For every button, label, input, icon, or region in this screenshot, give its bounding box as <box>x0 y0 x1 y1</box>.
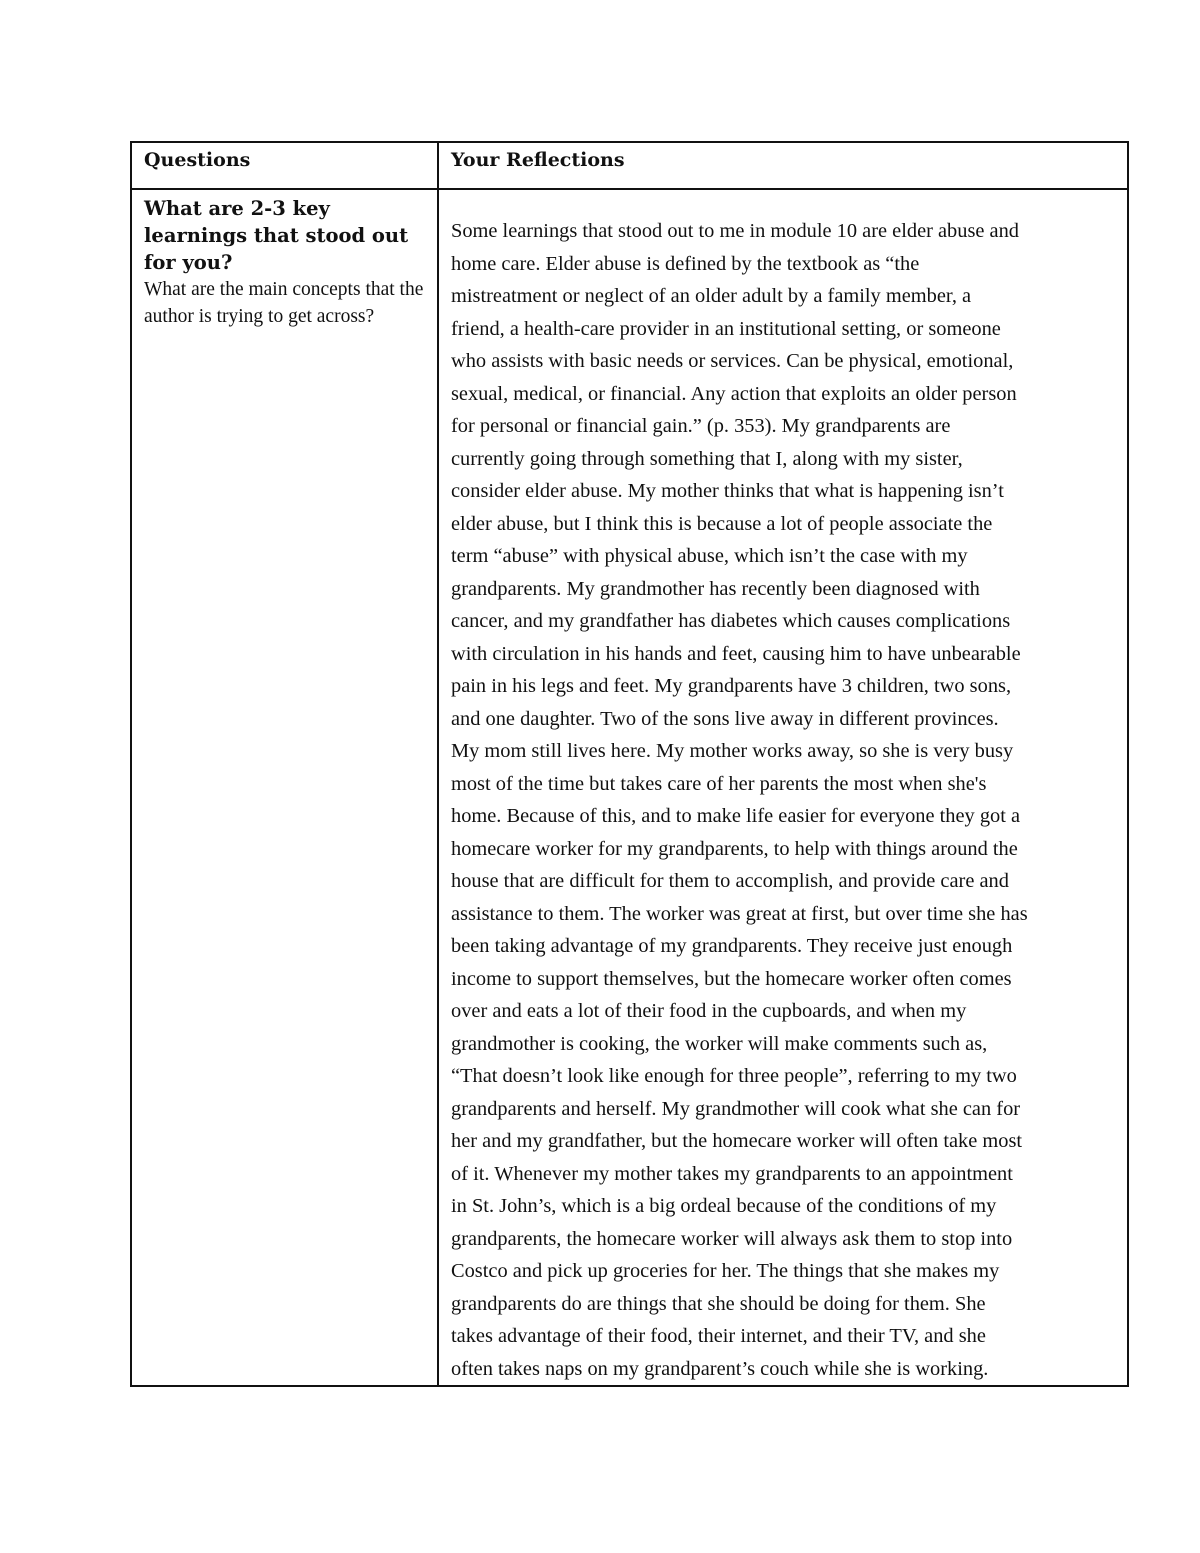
questions-header: Questions <box>144 149 251 171</box>
question-title: What are 2-3 key learnings that stood out for you? <box>144 197 409 274</box>
reflections-header-cell <box>438 142 1128 189</box>
reflection-table <box>130 141 1129 1387</box>
reflection-text: Some learnings that stood out to me in module 10 are elder abuse and home care. Elder abuse is defined by the textbook as “the mistreatment or neglect of an older adult by a family member, a friend, a health-care provider in an institutional setting, or someone who assists with basic needs or services. Can be physical, emotional, sexual, medical, or financial. Any action that exploits an older person for personal or financial gain.” (p. 353). My grandparents are currently going through something that I, along with my sister, consider elder abuse. My mother thinks that what is happening isn’t elder abuse, but I think this is because a lot of people associate the term “abuse” with physical abuse, which isn’t the case with my grandparents. My grandmother has recently been diagnosed with cancer, and my grandfather has diabetes which causes complications with circulation in his hands and feet, causing him to have unbearable pain in his legs and feet. My grandparents have 3 children, two sons, and one daughter. Two of the sons live away in different provinces. My mom still lives here. My mother works away, so she is very busy most of the time but takes care of her parents the most when she's home. Because of this, and to make life easier for everyone they got a homecare worker for my grandparents, to help with things around the house that are difficult for them to accomplish, and provide care and assistance to them. The worker was great at first, but over time she has been taking advantage of my grandparents. They receive just enough income to support themselves, but the homecare worker often comes over and eats a lot of their food in the cupboards, and when my grandmother is cooking, the worker will make comments such as, “That doesn’t look like enough for three people”, referring to my two grandparents and herself. My grandmother will cook what she can for her and my grandfather, but the homecare worker will often take most of it. Whenever my mother takes my grandparents to an appointment in St. John’s, which is a big ordeal because of the conditions of my grandparents, the homecare worker will always ask them to stop into Costco and pick up groceries for her. The things that she makes my grandparents do are things that she should be doing for them. She takes advantage of their food, their internet, and their TV, and she often takes naps on my grandparent’s couch while she is working. <box>451 220 1028 1380</box>
question-prompt: What are the main concepts that the author is trying to get across? <box>144 279 424 327</box>
reflection-cell <box>438 189 1128 1386</box>
reflections-header: Your Reflections <box>451 149 625 171</box>
table-row <box>131 189 1128 1386</box>
table-header-row <box>131 142 1128 189</box>
questions-header-cell <box>131 142 438 189</box>
question-cell <box>131 189 438 1386</box>
